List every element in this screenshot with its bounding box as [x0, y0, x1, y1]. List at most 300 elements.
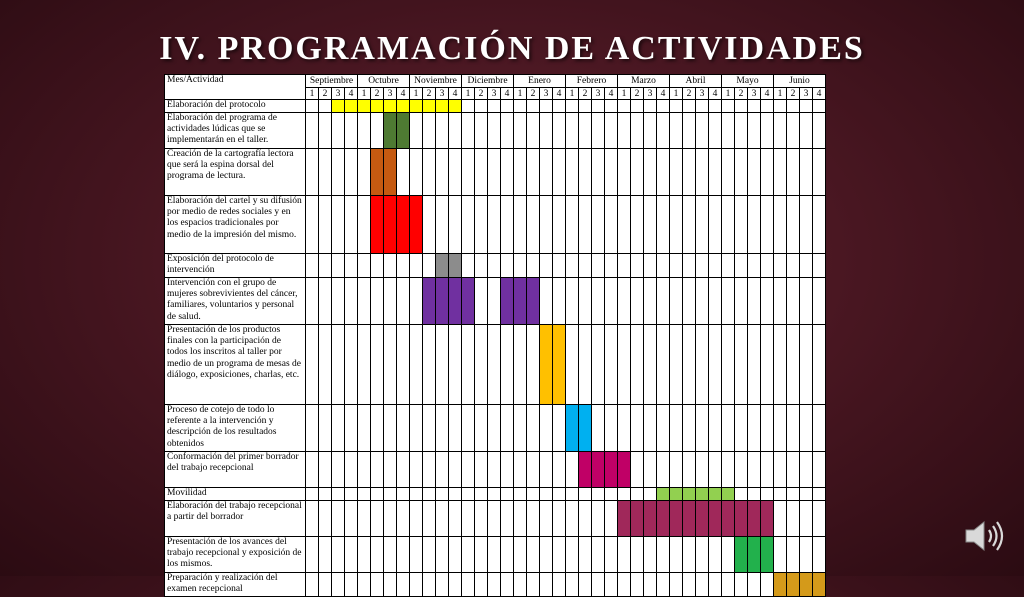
schedule-cell — [371, 278, 384, 325]
schedule-cell — [657, 100, 670, 113]
week-header: 4 — [345, 88, 358, 100]
schedule-cell — [631, 325, 644, 405]
schedule-cell — [553, 488, 566, 501]
schedule-cell — [774, 452, 787, 488]
schedule-cell — [605, 196, 618, 254]
schedule-cell — [553, 100, 566, 113]
schedule-cell — [514, 488, 527, 501]
schedule-cell — [319, 149, 332, 196]
schedule-cell — [345, 113, 358, 149]
schedule-cell — [332, 113, 345, 149]
schedule-cell — [800, 113, 813, 149]
schedule-cell — [540, 100, 553, 113]
schedule-cell — [358, 452, 371, 488]
schedule-cell — [397, 325, 410, 405]
schedule-cell — [618, 149, 631, 196]
week-header: 2 — [527, 88, 540, 100]
schedule-cell — [709, 254, 722, 278]
month-header: Marzo — [618, 75, 670, 88]
schedule-cell — [462, 501, 475, 537]
schedule-cell — [423, 149, 436, 196]
schedule-cell — [436, 325, 449, 405]
schedule-cell — [618, 488, 631, 501]
schedule-bar-cell — [449, 278, 462, 325]
activity-label: Preparación y realización del examen recepcional — [165, 573, 306, 597]
schedule-cell — [761, 325, 774, 405]
schedule-cell — [527, 254, 540, 278]
schedule-cell — [488, 405, 501, 452]
schedule-cell — [371, 501, 384, 537]
schedule-cell — [670, 254, 683, 278]
schedule-cell — [709, 113, 722, 149]
schedule-cell — [488, 501, 501, 537]
schedule-cell — [514, 149, 527, 196]
schedule-cell — [748, 254, 761, 278]
schedule-cell — [657, 537, 670, 573]
schedule-cell — [514, 452, 527, 488]
schedule-cell — [631, 537, 644, 573]
schedule-cell — [384, 488, 397, 501]
week-header: 3 — [696, 88, 709, 100]
schedule-cell — [683, 405, 696, 452]
month-header-row — [165, 75, 826, 88]
schedule-cell — [787, 537, 800, 573]
schedule-cell — [631, 452, 644, 488]
schedule-cell — [683, 100, 696, 113]
schedule-cell — [553, 196, 566, 254]
schedule-cell — [475, 325, 488, 405]
schedule-cell — [553, 113, 566, 149]
schedule-cell — [475, 452, 488, 488]
month-header: Mayo — [722, 75, 774, 88]
schedule-cell — [306, 537, 319, 573]
activity-label: Elaboración del programa de actividades lúdicas que se implementarán en el taller. — [165, 113, 306, 149]
week-header: 4 — [657, 88, 670, 100]
schedule-cell — [423, 573, 436, 597]
schedule-cell — [475, 573, 488, 597]
schedule-cell — [384, 537, 397, 573]
month-header: Diciembre — [462, 75, 514, 88]
schedule-cell — [306, 254, 319, 278]
schedule-cell — [748, 452, 761, 488]
schedule-cell — [592, 196, 605, 254]
schedule-cell — [319, 113, 332, 149]
schedule-bar-cell — [371, 100, 384, 113]
schedule-cell — [306, 113, 319, 149]
activity-label: Presentación de los productos finales con la participación de todos los inscritos al taller por medio de un programa de mesas de diálogo, exposiciones, charlas, etc. — [165, 325, 306, 405]
activity-row — [165, 100, 826, 113]
schedule-cell — [644, 100, 657, 113]
schedule-cell — [592, 573, 605, 597]
schedule-cell — [709, 149, 722, 196]
schedule-cell — [540, 405, 553, 452]
schedule-cell — [605, 254, 618, 278]
schedule-cell — [540, 196, 553, 254]
speaker-icon[interactable] — [962, 518, 1010, 554]
header-label: Mes/Actividad — [165, 75, 306, 100]
schedule-bar-cell — [436, 254, 449, 278]
schedule-cell — [813, 405, 826, 452]
week-header: 2 — [579, 88, 592, 100]
schedule-cell — [800, 278, 813, 325]
schedule-cell — [618, 325, 631, 405]
month-header: Enero — [514, 75, 566, 88]
schedule-cell — [332, 196, 345, 254]
schedule-cell — [722, 573, 735, 597]
schedule-bar-cell — [670, 488, 683, 501]
schedule-cell — [631, 100, 644, 113]
schedule-cell — [397, 278, 410, 325]
schedule-cell — [696, 452, 709, 488]
schedule-cell — [631, 113, 644, 149]
schedule-cell — [488, 100, 501, 113]
schedule-cell — [553, 254, 566, 278]
schedule-cell — [800, 488, 813, 501]
schedule-cell — [475, 196, 488, 254]
schedule-cell — [618, 573, 631, 597]
schedule-cell — [774, 254, 787, 278]
schedule-cell — [657, 325, 670, 405]
schedule-cell — [514, 113, 527, 149]
schedule-cell — [657, 452, 670, 488]
schedule-cell — [540, 501, 553, 537]
schedule-cell — [579, 501, 592, 537]
schedule-cell — [423, 501, 436, 537]
schedule-cell — [644, 405, 657, 452]
schedule-cell — [813, 196, 826, 254]
month-header: Febrero — [566, 75, 618, 88]
schedule-cell — [813, 452, 826, 488]
month-header: Abril — [670, 75, 722, 88]
schedule-cell — [566, 452, 579, 488]
schedule-cell — [761, 405, 774, 452]
schedule-cell — [605, 573, 618, 597]
schedule-cell — [553, 452, 566, 488]
schedule-cell — [631, 405, 644, 452]
schedule-cell — [592, 278, 605, 325]
schedule-cell — [371, 325, 384, 405]
schedule-cell — [527, 537, 540, 573]
schedule-cell — [436, 501, 449, 537]
schedule-cell — [358, 573, 371, 597]
schedule-cell — [423, 196, 436, 254]
schedule-cell — [761, 254, 774, 278]
schedule-bar-cell — [761, 537, 774, 573]
schedule-bar-cell — [423, 278, 436, 325]
schedule-cell — [579, 254, 592, 278]
schedule-cell — [410, 537, 423, 573]
schedule-cell — [488, 196, 501, 254]
schedule-cell — [644, 537, 657, 573]
schedule-bar-cell — [618, 501, 631, 537]
schedule-cell — [332, 149, 345, 196]
schedule-cell — [605, 501, 618, 537]
week-header: 3 — [592, 88, 605, 100]
schedule-cell — [319, 405, 332, 452]
schedule-cell — [436, 452, 449, 488]
schedule-cell — [527, 100, 540, 113]
schedule-cell — [462, 488, 475, 501]
schedule-cell — [449, 149, 462, 196]
schedule-cell — [384, 278, 397, 325]
schedule-bar-cell — [735, 501, 748, 537]
schedule-cell — [761, 100, 774, 113]
schedule-cell — [683, 113, 696, 149]
schedule-cell — [501, 100, 514, 113]
schedule-cell — [449, 573, 462, 597]
week-header: 1 — [462, 88, 475, 100]
schedule-cell — [410, 488, 423, 501]
schedule-cell — [761, 452, 774, 488]
schedule-bar-cell — [683, 501, 696, 537]
schedule-cell — [813, 488, 826, 501]
schedule-cell — [566, 278, 579, 325]
week-header: 2 — [371, 88, 384, 100]
schedule-cell — [605, 325, 618, 405]
schedule-bar-cell — [787, 573, 800, 597]
schedule-bar-cell — [436, 278, 449, 325]
schedule-cell — [423, 254, 436, 278]
schedule-cell — [501, 254, 514, 278]
schedule-cell — [462, 113, 475, 149]
schedule-bar-cell — [436, 100, 449, 113]
schedule-cell — [722, 196, 735, 254]
schedule-cell — [501, 488, 514, 501]
schedule-cell — [462, 452, 475, 488]
schedule-cell — [709, 196, 722, 254]
schedule-cell — [631, 149, 644, 196]
schedule-cell — [553, 537, 566, 573]
schedule-cell — [657, 254, 670, 278]
schedule-cell — [605, 100, 618, 113]
schedule-cell — [761, 278, 774, 325]
schedule-cell — [371, 573, 384, 597]
schedule-cell — [514, 405, 527, 452]
schedule-bar-cell — [449, 100, 462, 113]
week-header: 1 — [670, 88, 683, 100]
schedule-cell — [345, 501, 358, 537]
schedule-cell — [332, 278, 345, 325]
schedule-cell — [579, 100, 592, 113]
schedule-cell — [475, 100, 488, 113]
schedule-cell — [657, 113, 670, 149]
schedule-cell — [319, 100, 332, 113]
schedule-cell — [423, 537, 436, 573]
schedule-cell — [774, 537, 787, 573]
schedule-cell — [631, 278, 644, 325]
schedule-cell — [345, 537, 358, 573]
schedule-cell — [449, 196, 462, 254]
schedule-cell — [345, 325, 358, 405]
schedule-cell — [319, 452, 332, 488]
schedule-cell — [800, 501, 813, 537]
schedule-cell — [644, 196, 657, 254]
schedule-cell — [358, 196, 371, 254]
schedule-cell — [722, 113, 735, 149]
schedule-bar-cell — [384, 149, 397, 196]
week-header: 4 — [761, 88, 774, 100]
schedule-bar-cell — [384, 196, 397, 254]
schedule-cell — [475, 405, 488, 452]
schedule-bar-cell — [696, 488, 709, 501]
schedule-cell — [722, 149, 735, 196]
activity-label: Intervención con el grupo de mujeres sobrevivientes del cáncer, familiares, voluntarios y personal de salud. — [165, 278, 306, 325]
schedule-cell — [592, 113, 605, 149]
schedule-cell — [462, 405, 475, 452]
schedule-bar-cell — [735, 537, 748, 573]
schedule-cell — [475, 149, 488, 196]
activity-label: Creación de la cartografía lectora que será la espina dorsal del programa de lectura. — [165, 149, 306, 196]
schedule-cell — [397, 501, 410, 537]
schedule-cell — [449, 452, 462, 488]
schedule-cell — [527, 488, 540, 501]
schedule-cell — [618, 196, 631, 254]
activity-row — [165, 278, 826, 325]
week-header: 1 — [358, 88, 371, 100]
schedule-cell — [735, 100, 748, 113]
schedule-cell — [683, 149, 696, 196]
schedule-cell — [462, 149, 475, 196]
schedule-cell — [345, 254, 358, 278]
schedule-bar-cell — [332, 100, 345, 113]
schedule-cell — [488, 573, 501, 597]
schedule-cell — [605, 488, 618, 501]
schedule-cell — [501, 405, 514, 452]
schedule-cell — [449, 501, 462, 537]
schedule-cell — [462, 100, 475, 113]
schedule-cell — [462, 573, 475, 597]
schedule-cell — [787, 278, 800, 325]
schedule-cell — [488, 113, 501, 149]
schedule-cell — [579, 278, 592, 325]
activity-row — [165, 325, 826, 405]
schedule-cell — [514, 501, 527, 537]
schedule-cell — [605, 278, 618, 325]
schedule-cell — [358, 278, 371, 325]
schedule-cell — [709, 452, 722, 488]
schedule-cell — [787, 501, 800, 537]
schedule-cell — [306, 488, 319, 501]
schedule-cell — [436, 537, 449, 573]
schedule-bar-cell — [527, 278, 540, 325]
schedule-cell — [566, 100, 579, 113]
schedule-cell — [384, 254, 397, 278]
schedule-cell — [566, 196, 579, 254]
schedule-cell — [527, 452, 540, 488]
schedule-cell — [553, 405, 566, 452]
activity-label: Presentación de los avances del trabajo recepcional y exposición de los mismos. — [165, 537, 306, 573]
schedule-cell — [540, 452, 553, 488]
schedule-cell — [800, 254, 813, 278]
schedule-cell — [735, 278, 748, 325]
activity-label: Elaboración del cartel y su difusión por medio de redes sociales y en los espacios tradicionales por medio de la impresión del mismo. — [165, 196, 306, 254]
schedule-cell — [644, 278, 657, 325]
schedule-cell — [670, 278, 683, 325]
schedule-cell — [813, 537, 826, 573]
schedule-cell — [683, 254, 696, 278]
week-header: 1 — [566, 88, 579, 100]
schedule-cell — [553, 278, 566, 325]
activity-row — [165, 196, 826, 254]
schedule-cell — [384, 325, 397, 405]
schedule-bar-cell — [800, 573, 813, 597]
schedule-bar-cell — [397, 113, 410, 149]
week-header: 4 — [501, 88, 514, 100]
schedule-cell — [722, 537, 735, 573]
schedule-cell — [670, 149, 683, 196]
activity-row — [165, 405, 826, 452]
schedule-cell — [527, 405, 540, 452]
schedule-cell — [566, 254, 579, 278]
schedule-cell — [514, 325, 527, 405]
schedule-cell — [371, 254, 384, 278]
schedule-cell — [644, 325, 657, 405]
schedule-cell — [761, 196, 774, 254]
schedule-cell — [722, 405, 735, 452]
schedule-cell — [319, 278, 332, 325]
schedule-cell — [774, 405, 787, 452]
schedule-cell — [475, 488, 488, 501]
schedule-cell — [332, 325, 345, 405]
schedule-cell — [787, 100, 800, 113]
schedule-cell — [540, 488, 553, 501]
schedule-cell — [670, 196, 683, 254]
week-header: 3 — [384, 88, 397, 100]
activity-label: Conformación del primer borrador del trabajo recepcional — [165, 452, 306, 488]
schedule-cell — [592, 537, 605, 573]
schedule-cell — [527, 501, 540, 537]
schedule-cell — [358, 325, 371, 405]
schedule-cell — [683, 196, 696, 254]
schedule-cell — [748, 488, 761, 501]
schedule-bar-cell — [696, 501, 709, 537]
schedule-cell — [384, 405, 397, 452]
activity-label: Exposición del protocolo de intervención — [165, 254, 306, 278]
schedule-cell — [670, 573, 683, 597]
week-header: 2 — [475, 88, 488, 100]
schedule-cell — [722, 325, 735, 405]
schedule-bar-cell — [397, 100, 410, 113]
schedule-cell — [501, 325, 514, 405]
schedule-cell — [618, 537, 631, 573]
activity-row — [165, 488, 826, 501]
schedule-bar-cell — [566, 405, 579, 452]
schedule-cell — [813, 501, 826, 537]
schedule-cell — [332, 452, 345, 488]
schedule-cell — [358, 488, 371, 501]
schedule-cell — [579, 488, 592, 501]
schedule-cell — [566, 573, 579, 597]
schedule-cell — [540, 149, 553, 196]
schedule-cell — [813, 278, 826, 325]
activity-row — [165, 537, 826, 573]
schedule-cell — [683, 325, 696, 405]
schedule-bar-cell — [579, 405, 592, 452]
schedule-cell — [787, 452, 800, 488]
schedule-cell — [787, 149, 800, 196]
schedule-cell — [592, 488, 605, 501]
schedule-cell — [553, 573, 566, 597]
schedule-cell — [709, 325, 722, 405]
schedule-cell — [410, 405, 423, 452]
schedule-cell — [475, 501, 488, 537]
week-header: 3 — [540, 88, 553, 100]
schedule-cell — [527, 149, 540, 196]
schedule-cell — [696, 573, 709, 597]
schedule-bar-cell — [644, 501, 657, 537]
schedule-cell — [345, 149, 358, 196]
schedule-cell — [566, 149, 579, 196]
